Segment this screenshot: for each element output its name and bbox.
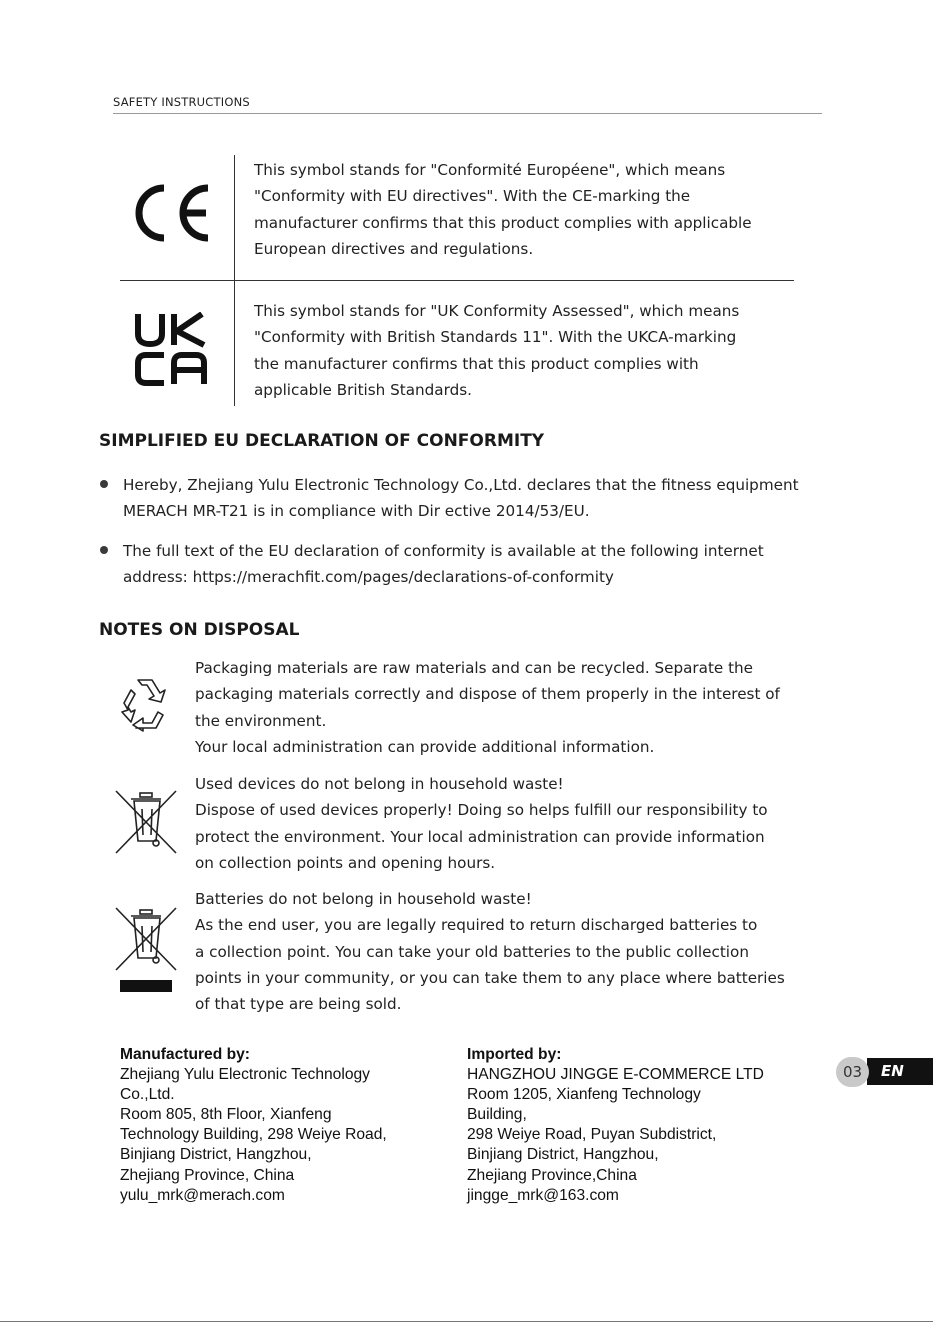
disposal-line: Your local administration can provide additional information. <box>195 737 655 756</box>
ce-description <box>254 157 799 262</box>
importer-line: Binjiang District, Hangzhou, <box>467 1146 659 1164</box>
ukca-line: This symbol stands for "UK Conformity Assessed", which means <box>254 302 740 320</box>
language-tab: EN <box>867 1058 933 1085</box>
crossed-bin-icon <box>114 789 178 855</box>
manufacturer-line: Binjiang District, Hangzhou, <box>120 1146 312 1164</box>
importer-title: Imported by: <box>467 1046 562 1063</box>
ce-mark-icon <box>128 182 214 244</box>
importer-block <box>467 1045 764 1206</box>
bullet-line: Hereby, Zhejiang Yulu Electronic Technology Co.,Ltd. declares that the fitness equipment <box>123 476 799 494</box>
ukca-line: "Conformity with British Standards 11". With the UKCA-marking <box>254 328 737 347</box>
disposal-title: NOTES ON DISPOSAL <box>99 620 300 640</box>
ce-line: This symbol stands for "Conformité Européene", which means <box>254 161 726 179</box>
running-header: SAFETY INSTRUCTIONS <box>113 95 250 109</box>
importer-line: Building, <box>467 1106 527 1124</box>
ukca-mark-icon <box>134 312 208 386</box>
manufacturer-title: Manufactured by: <box>120 1046 250 1063</box>
recycle-icon <box>116 676 174 732</box>
bullet-line: MERACH MR-T21 is in compliance with Dir ective 2014/53/EU. <box>123 502 590 521</box>
importer-line: Room 1205, Xianfeng Technology <box>467 1086 701 1104</box>
manufacturer-line: Co.,Ltd. <box>120 1086 175 1104</box>
importer-line: Zhejiang Province,China <box>467 1166 637 1184</box>
page-number: 03 <box>836 1057 869 1087</box>
bullet-line: address: https://merachfit.com/pages/declarations-of-conformity <box>123 568 614 587</box>
manufacturer-line: Room 805, 8th Floor, Xianfeng <box>120 1106 332 1124</box>
packaging-note <box>195 655 825 760</box>
ce-line: "Conformity with EU directives". With the CE-marking the <box>254 187 691 206</box>
batteries-note <box>195 886 825 1017</box>
manufacturer-email: yulu_mrk@merach.com <box>120 1186 285 1204</box>
ce-line: European directives and regulations. <box>254 239 534 258</box>
devices-note <box>195 771 825 876</box>
importer-email: jingge_mrk@163.com <box>467 1186 619 1204</box>
manufacturer-line: Zhejiang Yulu Electronic Technology <box>120 1066 370 1084</box>
disposal-line: Packaging materials are raw materials and can be recycled. Separate the <box>195 659 754 677</box>
symbol-table-horizontal-rule <box>120 280 794 281</box>
bullet-line: The full text of the EU declaration of conformity is available at the following internet <box>123 542 764 560</box>
ukca-line: applicable British Standards. <box>254 380 472 399</box>
disposal-line: of that type are being sold. <box>195 995 402 1014</box>
manufacturer-block <box>120 1045 387 1206</box>
disposal-line: As the end user, you are legally required to return discharged batteries to <box>195 916 758 935</box>
ukca-line: the manufacturer confirms that this product complies with <box>254 354 699 373</box>
importer-line: HANGZHOU JINGGE E-COMMERCE LTD <box>467 1066 764 1084</box>
declaration-bullet-1 <box>123 472 843 525</box>
disposal-line: on collection points and opening hours. <box>195 853 496 872</box>
bullet-dot <box>100 480 108 488</box>
declaration-title: SIMPLIFIED EU DECLARATION OF CONFORMITY <box>99 431 545 451</box>
disposal-line: Batteries do not belong in household waste! <box>195 890 532 908</box>
disposal-line: Used devices do not belong in household waste! <box>195 775 564 793</box>
ce-line: manufacturer confirms that this product complies with applicable <box>254 213 752 232</box>
page-bottom-rule <box>0 1321 933 1322</box>
disposal-line: points in your community, or you can take them to any place where batteries <box>195 968 785 987</box>
header-divider <box>113 113 822 114</box>
declaration-bullet-2 <box>123 538 843 591</box>
ukca-description <box>254 298 799 403</box>
manufacturer-line: Zhejiang Province, China <box>120 1166 295 1184</box>
importer-line: 298 Weiye Road, Puyan Subdistrict, <box>467 1126 717 1144</box>
disposal-line: the environment. <box>195 711 327 730</box>
disposal-line: Dispose of used devices properly! Doing so helps fulfill our responsibility to <box>195 801 768 820</box>
disposal-line: a collection point. You can take your old batteries to the public collection <box>195 942 749 961</box>
crossed-bin-bar-icon <box>114 906 178 994</box>
disposal-line: protect the environment. Your local administration can provide information <box>195 827 765 846</box>
manufacturer-line: Technology Building, 298 Weiye Road, <box>120 1126 387 1144</box>
disposal-line: packaging materials correctly and dispose of them properly in the interest of <box>195 685 780 704</box>
bullet-dot <box>100 546 108 554</box>
